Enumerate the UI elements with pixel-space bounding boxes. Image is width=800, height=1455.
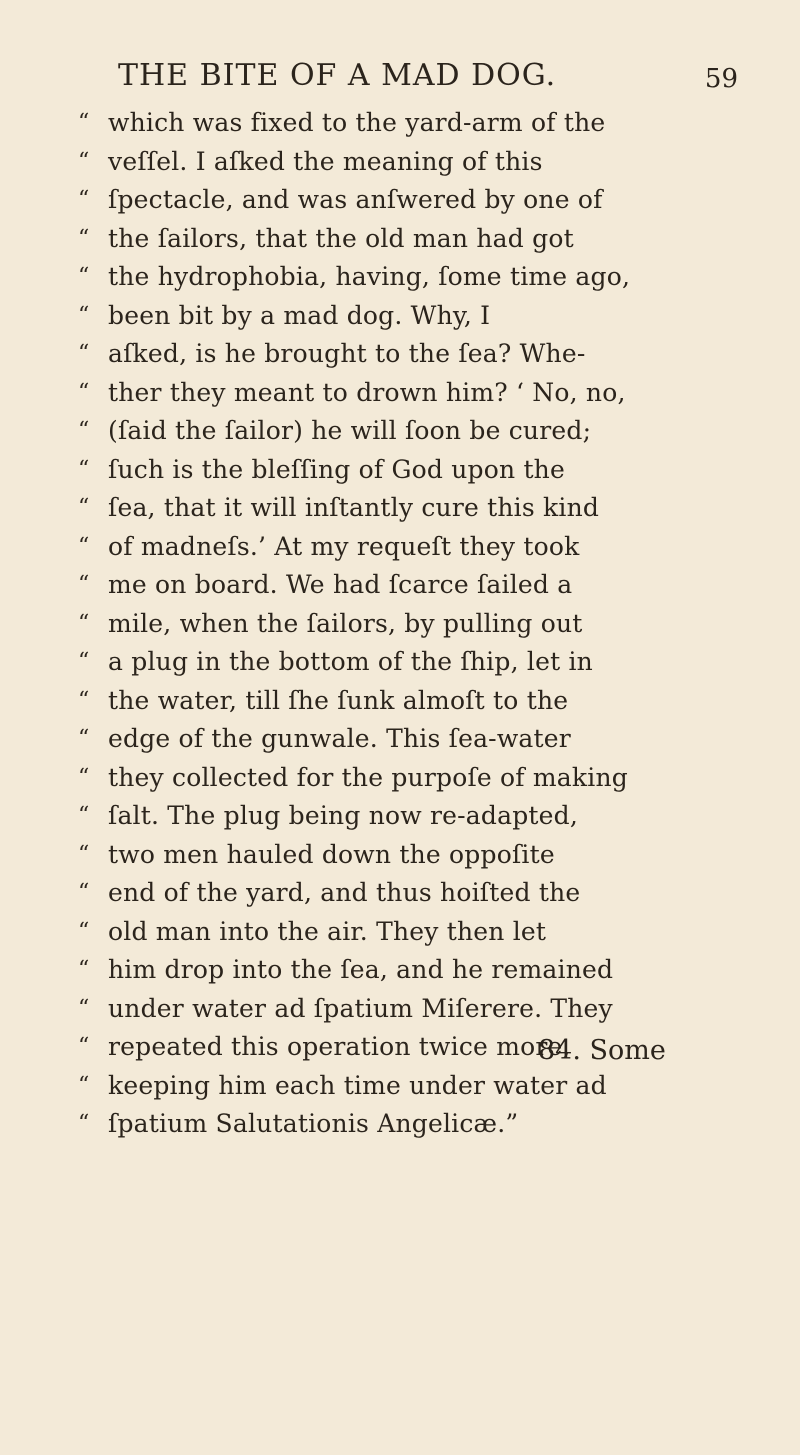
line-text: ſpectacle, and was anſwered by one of	[108, 185, 603, 214]
quote-mark: “	[78, 110, 90, 135]
quote-mark: “	[78, 841, 90, 867]
quote-mark: “	[78, 726, 90, 751]
catchword: 84. Some	[538, 1035, 666, 1066]
text-line	[78, 682, 678, 721]
line-text: ſalt. The plug being now re-adapted,	[108, 801, 579, 830]
quote-mark: “	[78, 687, 90, 713]
quote-mark: “	[78, 148, 90, 174]
line-text: two men hauled down the oppoſite	[108, 839, 555, 869]
line-text: been bit by a mad dog. Why, I	[108, 300, 491, 330]
quote-mark: “	[78, 187, 90, 212]
line-text: the hydrophobia, having, ſome time ago,	[108, 262, 631, 291]
text-line	[78, 836, 678, 875]
line-text: of madneſs.’ At my requeſt they took	[108, 531, 580, 561]
quote-mark: “	[78, 880, 90, 905]
text-line	[78, 451, 678, 490]
line-text: the water, till ſhe ſunk almoſt to the	[108, 685, 569, 715]
text-line	[78, 874, 678, 913]
line-text: edge of the gunwale. This ſea-water	[108, 724, 571, 753]
line-text: the ſailors, that the old man had got	[108, 223, 574, 253]
text-line	[78, 258, 678, 297]
line-text: under water ad ſpatium Miſerere. They	[108, 993, 613, 1023]
quote-mark: “	[78, 495, 90, 520]
quote-mark: “	[78, 225, 90, 251]
quote-mark: “	[78, 1111, 90, 1136]
quote-mark: “	[78, 649, 90, 674]
line-text: repeated this operation twice more,	[108, 1032, 571, 1061]
text-line	[78, 566, 678, 605]
quote-mark: “	[78, 1034, 90, 1059]
line-text: old man into the air. They then let	[108, 916, 547, 946]
text-line	[78, 797, 678, 836]
line-text: me on board. We had ſcarce ſailed a	[108, 570, 573, 599]
line-text: (ſaid the ſailor) he will ſoon be cured;	[108, 416, 592, 445]
quote-mark: “	[78, 803, 90, 828]
quote-mark: “	[78, 764, 90, 790]
text-line	[78, 1067, 678, 1106]
text-line	[78, 720, 678, 759]
text-line	[78, 220, 678, 259]
quote-mark: “	[78, 302, 90, 328]
line-text: end of the yard, and thus hoiſted the	[108, 878, 581, 907]
running-head: THE BITE OF A MAD DOG.	[118, 58, 557, 93]
quote-mark: “	[78, 379, 90, 405]
text-line	[78, 990, 678, 1029]
text-line	[78, 297, 678, 336]
text-line	[78, 913, 678, 952]
line-text: ſuch is the bleſſing of God upon the	[108, 454, 565, 484]
line-text: mile, when the ſailors, by pulling out	[108, 608, 583, 638]
body-text	[78, 104, 678, 1144]
text-line	[78, 951, 678, 990]
quote-mark: “	[78, 957, 90, 982]
text-line	[78, 528, 678, 567]
text-line	[78, 605, 678, 644]
text-line	[78, 143, 678, 182]
line-text: they collected for the purpoſe of making	[108, 762, 628, 792]
quote-mark: “	[78, 264, 90, 289]
text-line	[78, 335, 678, 374]
quote-mark: “	[78, 610, 90, 636]
text-line	[78, 374, 678, 413]
text-line	[78, 489, 678, 528]
text-line	[78, 412, 678, 451]
quote-mark: “	[78, 1072, 90, 1098]
line-text: ther they meant to drown him? ‘ No, no,	[108, 377, 626, 407]
line-text: ſea, that it will inſtantly cure this kind	[108, 493, 600, 522]
line-text: aſked, is he brought to the ſea? Whe-	[108, 339, 586, 368]
line-text: which was fixed to the yard-arm of the	[108, 108, 606, 137]
quote-mark: “	[78, 918, 90, 944]
page-number: 59	[704, 64, 738, 94]
line-text: him drop into the ſea, and he remained	[108, 955, 614, 984]
line-text: ſpatium Salutationis Angelicæ.”	[108, 1109, 519, 1138]
quote-mark: “	[78, 533, 90, 559]
text-line	[78, 181, 678, 220]
quote-mark: “	[78, 456, 90, 482]
text-line	[78, 1105, 678, 1144]
quote-mark: “	[78, 418, 90, 443]
line-text: a plug in the bottom of the ſhip, let in	[108, 647, 593, 676]
text-line	[78, 643, 678, 682]
quote-mark: “	[78, 341, 90, 366]
text-line	[78, 759, 678, 798]
text-line	[78, 104, 678, 143]
page-header	[118, 58, 738, 98]
line-text: keeping him each time under water ad	[108, 1070, 607, 1100]
quote-mark: “	[78, 995, 90, 1021]
quote-mark: “	[78, 572, 90, 597]
line-text: veſſel. I aſked the meaning of this	[108, 146, 543, 176]
